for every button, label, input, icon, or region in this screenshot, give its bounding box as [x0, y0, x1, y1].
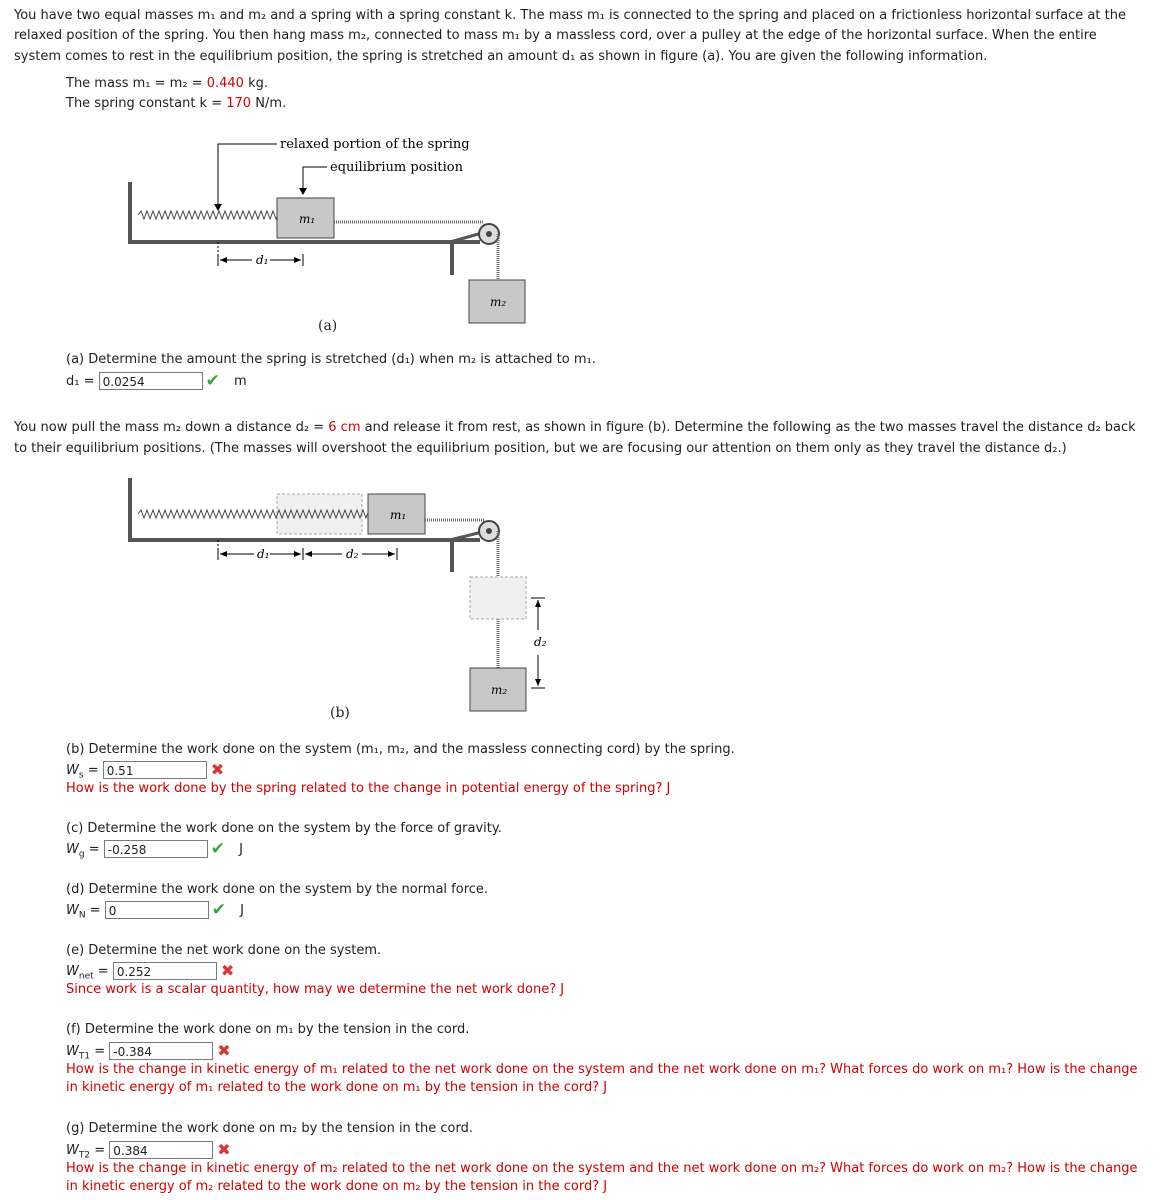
- given-mass: The mass m₁ = m₂ = 0.440 kg.: [66, 76, 268, 91]
- mass-m2-label: m₂: [490, 295, 507, 309]
- label-equilibrium: equilibrium position: [330, 160, 463, 175]
- part-d-answer-input[interactable]: 0: [105, 901, 209, 919]
- part-c-answer-input[interactable]: -0.258: [104, 840, 208, 858]
- intro-line-2: relaxed position of the spring. You then hang mass m₂, connected to mass m₁ by a massless cord, over a pulley at the edge of the horizontal surface. When the entire: [14, 28, 1097, 43]
- part-e-question: (e) Determine the net work done on the system.: [66, 943, 382, 958]
- mass-m2-label: m₂: [491, 683, 508, 697]
- part-f-hint-1: How is the change in kinetic energy of m₁ related to the net work done on the system and the net work done on m₁? What forces do work on m₁? How is the change: [66, 1062, 1138, 1077]
- dim-d2-vertical-label: d₂: [534, 635, 547, 649]
- part-g-question: (g) Determine the work done on m₂ by the tension in the cord.: [66, 1121, 473, 1136]
- figure-a: [120, 130, 550, 345]
- mid-line-1: You now pull the mass m₂ down a distance d₂ = 6 cm and release it from rest, as shown in figure (b). Determine the following as the two masses travel the distance d₂ back: [14, 420, 1136, 435]
- ghost-m2-block: [470, 577, 526, 619]
- given-k-value: 170: [226, 96, 252, 111]
- dim-d1-label: d₁: [256, 253, 269, 267]
- part-d-answer-row: $W_N = 0$ ✔ J: [66, 900, 244, 921]
- part-b-answer-row: $W_s = 0.51$ ✖: [66, 760, 225, 781]
- x-icon: ✖: [220, 961, 235, 980]
- dim-d1-label: d₁: [257, 547, 270, 561]
- dim-d2-label: d₂: [346, 547, 359, 561]
- part-d-question: (d) Determine the work done on the system by the normal force.: [66, 882, 489, 897]
- part-f-question: (f) Determine the work done on m₁ by the tension in the cord.: [66, 1022, 470, 1037]
- part-a-question: (a) Determine the amount the spring is stretched (d₁) when m₂ is attached to m₁.: [66, 352, 596, 367]
- part-c-answer-row: $W_g = -0.258$ ✔ J: [66, 839, 243, 860]
- x-icon: ✖: [217, 1041, 231, 1060]
- part-g-answer-row: $W_{T2} = 0.384$ ✖: [66, 1140, 231, 1161]
- x-icon: ✖: [210, 760, 225, 779]
- intro-line-3: system comes to rest in the equilibrium position, the spring is stretched an amount d₁ as shown in figure (a). You are given the following information.: [14, 49, 988, 64]
- mass-m1-label: m₁: [299, 212, 316, 226]
- check-icon: ✔: [205, 371, 220, 391]
- given-mass-value: 0.440: [206, 76, 244, 91]
- check-icon: ✔: [210, 839, 225, 859]
- part-f-hint-2: in kinetic energy of m₁ related to the work done on m₁ by the tension in the cord? J: [66, 1080, 608, 1095]
- part-g-hint-1: How is the change in kinetic energy of m₂ related to the net work done on the system and the net work done on m₂? What forces do work on m₂? How is the change: [66, 1161, 1138, 1176]
- x-icon: ✖: [217, 1140, 231, 1159]
- mid-line-2: to their equilibrium positions. (The masses will overshoot the equilibrium position, but we are focusing our attention on them only as they travel the distance d₂.): [14, 441, 1067, 456]
- label-relaxed: relaxed portion of the spring: [280, 137, 470, 152]
- part-b-answer-input[interactable]: 0.51: [103, 761, 207, 779]
- d2-value: 6 cm: [328, 420, 361, 435]
- part-f-answer-input[interactable]: -0.384: [109, 1042, 213, 1060]
- given-spring-constant: The spring constant k = 170 N/m.: [66, 96, 287, 111]
- part-e-answer-row: $W_{net} = 0.252$ ✖: [66, 961, 235, 982]
- figure-a-caption: (a): [318, 318, 338, 334]
- part-a-answer-row: d₁ = 0.0254 ✔ m: [66, 371, 247, 391]
- part-g-answer-input[interactable]: 0.384: [109, 1141, 213, 1159]
- part-a-answer-input[interactable]: 0.0254: [99, 372, 203, 390]
- mass-m1-label: m₁: [390, 508, 407, 522]
- part-f-answer-row: $W_{T1} = -0.384$ ✖: [66, 1041, 231, 1062]
- spring: [138, 211, 295, 219]
- part-e-hint: Since work is a scalar quantity, how may we determine the net work done? J: [66, 982, 565, 997]
- figure-b-caption: (b): [330, 705, 350, 721]
- figure-b: [120, 470, 560, 715]
- part-c-question: (c) Determine the work done on the system by the force of gravity.: [66, 821, 502, 836]
- intro-line-1: You have two equal masses m₁ and m₂ and a spring with a spring constant k. The mass m₁ is connected to the spring and placed on a frictionless horizontal surface at the: [14, 8, 1126, 23]
- part-b-question: (b) Determine the work done on the system (m₁, m₂, and the massless connecting cord) by the spring.: [66, 742, 735, 757]
- part-g-hint-2: in kinetic energy of m₂ related to the work done on m₂ by the tension in the cord? J: [66, 1179, 608, 1194]
- part-e-answer-input[interactable]: 0.252: [113, 962, 217, 980]
- check-icon: ✔: [211, 900, 227, 920]
- part-b-hint: How is the work done by the spring related to the change in potential energy of the spring? J: [66, 781, 671, 796]
